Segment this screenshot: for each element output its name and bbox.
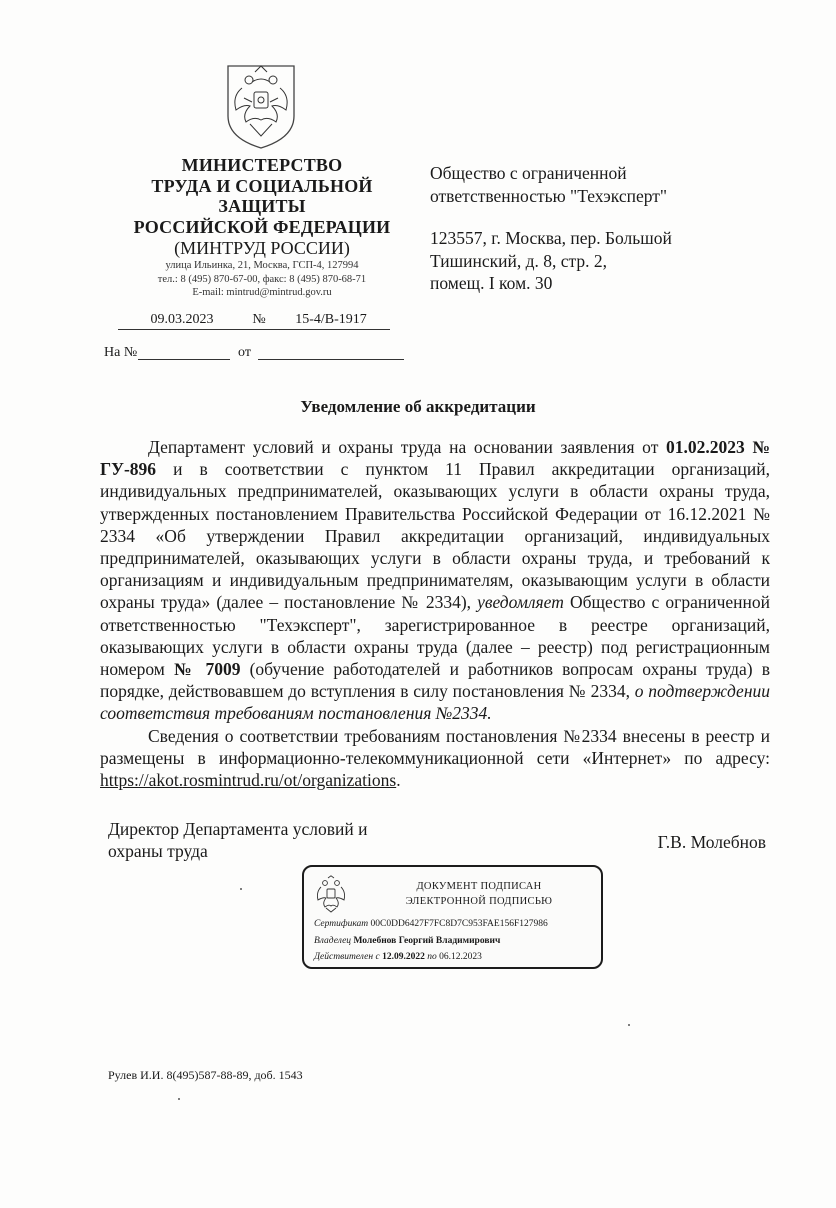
stamp-validity-to-label: по <box>427 952 437 962</box>
body-text: Общество с ограниченной ответственностью "Техэксперт", зарегистрированное в реестре организаций, оказывающих услуги в области охраны труда (далее – реестр) под регистрационным номером <box>100 592 770 680</box>
scan-speck <box>240 888 242 890</box>
body-text: . <box>396 770 401 791</box>
stamp-valid-to: 06.12.2023 <box>439 952 482 962</box>
ministry-phones: тел.: 8 (495) 870-67-00, факс: 8 (495) 870-68-71 <box>157 273 367 285</box>
body-text: и в соответствии с пунктом 11 Правил аккредитации организаций, индивидуальных предпринимателей, оказывающих услуги в области охраны труда, утвержденных постановлением Правительства Российской Федерации от 16.12.2021 № 2334 «Об утверждении Правил аккредитации организаций, индивидуальных предпринимателей, оказывающих услуги в области охраны труда, и требований к организациям и индивидуальным предпринимателям, оказывающим услуги в области охраны труда» (далее – постановление № 2334), <box>100 459 770 613</box>
signatory-name: Г.В. Молебнов <box>657 832 766 852</box>
registration-number: 15-4/В-1917 <box>272 312 390 330</box>
stamp-heading <box>364 879 594 909</box>
recipient-address-line: Тишинский, д. 8, стр. 2, <box>430 250 607 271</box>
signatory-position <box>108 818 408 862</box>
registry-number: № 7009 <box>174 659 241 680</box>
recipient-address-line: 123557, г. Москва, пер. Большой <box>430 228 672 248</box>
ministry-name-line: ТРУДА И СОЦИАЛЬНОЙ <box>151 175 373 196</box>
reference-date-blank <box>258 359 404 360</box>
registration-date: 09.03.2023 <box>118 312 246 330</box>
stamp-validity <box>314 952 482 962</box>
ministry-email: E-mail: mintrud@mintrud.gov.ru <box>192 287 332 298</box>
signatory-position-line: Директор Департамента условий и <box>108 819 368 839</box>
recipient-address-line: помещ. I ком. 30 <box>430 273 553 293</box>
registration-number-sign: № <box>246 312 272 330</box>
signatory-position-line: охраны труда <box>108 841 208 861</box>
reference-number-label: На № <box>104 345 138 360</box>
stamp-certificate <box>314 919 548 929</box>
ministry-name-line: МИНИСТЕРСТВО <box>181 155 343 175</box>
body-text: Департамент условий и охраны труда на основании заявления от <box>148 437 666 457</box>
stamp-heading-line: ДОКУМЕНТ ПОДПИСАН <box>416 881 542 892</box>
document-title: Уведомление об аккредитации <box>300 397 536 416</box>
body-text: Сведения о соответствии требованиям постановления №2334 внесены в реестр и размещены в информационно-телекоммуникационной сети «Интернет» по адресу: <box>100 725 770 768</box>
electronic-signature-stamp <box>302 865 603 969</box>
recipient-name-line: Общество с ограниченной <box>430 163 627 183</box>
body-text: (обучение работодателей и работников вопросам охраны труда) в порядке, действовавшем до вступления в силу постановления № 2334, <box>100 659 771 702</box>
body-paragraph <box>100 725 770 792</box>
stamp-validity-label: Действителен с <box>314 952 380 962</box>
body-emphasis: уведомляет <box>477 592 564 613</box>
recipient-name-line: ответственностью "Техэксперт" <box>430 185 668 206</box>
coat-of-arms-emblem <box>222 58 300 150</box>
scan-speck <box>178 1098 180 1100</box>
reference-number-blank <box>138 359 230 360</box>
stamp-owner-value: Молебнов Георгий Владимирович <box>353 936 501 946</box>
stamp-heading-line: ЭЛЕКТРОННОЙ ПОДПИСЬЮ <box>405 896 553 907</box>
ministry-short-name: (МИНТРУД РОССИИ) <box>174 238 350 258</box>
ministry-address: улица Ильинка, 21, Москва, ГСП-4, 127994 <box>165 260 359 271</box>
reference-date-label: от <box>238 345 251 360</box>
recipient-block <box>430 162 730 295</box>
ministry-header <box>112 155 412 300</box>
scan-speck <box>628 1024 630 1026</box>
ministry-name-line: ЗАЩИТЫ <box>218 196 306 216</box>
stamp-emblem-icon <box>314 875 348 913</box>
application-reference: 01.02.2023 № ГУ-896 <box>100 437 770 480</box>
body-paragraph <box>100 436 770 725</box>
registry-link[interactable]: https://akot.rosmintrud.ru/ot/organizations <box>100 770 397 791</box>
stamp-valid-from: 12.09.2022 <box>382 952 425 962</box>
body-emphasis: о подтверждении соответствия требованиям постановления №2334. <box>100 681 770 724</box>
stamp-certificate-label: Сертификат <box>314 919 369 929</box>
stamp-owner-label: Владелец <box>314 936 352 946</box>
executor-contact: Рулев И.И. 8(495)587-88-89, доб. 1543 <box>108 1068 303 1082</box>
document-body <box>100 436 770 791</box>
ministry-name-line: РОССИЙСКОЙ ФЕДЕРАЦИИ <box>133 216 391 237</box>
stamp-certificate-value: 00C0DD6427F7FC8D7C953FAE156F127986 <box>370 919 548 929</box>
stamp-owner <box>314 936 500 946</box>
